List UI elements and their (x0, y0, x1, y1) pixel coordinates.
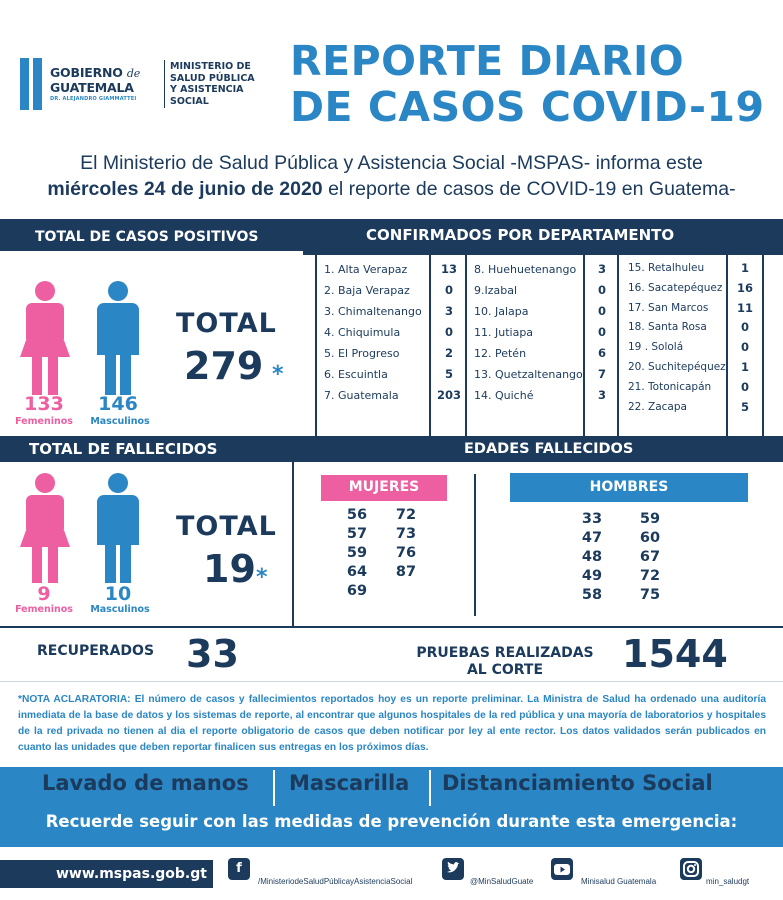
dept-line (429, 251, 431, 436)
pruebas-label-line1: PRUEBAS REALIZADAS (416, 645, 594, 661)
age-value: 56 (346, 507, 368, 523)
positivos-heading: TOTAL DE CASOS POSITIVOS (35, 229, 259, 245)
male-figure-icon (93, 281, 143, 396)
fallecidos-total-value: 19 (203, 547, 256, 591)
dept-name: 7. Guatemala (324, 389, 399, 402)
dept-underline (303, 251, 783, 255)
website-link[interactable]: www.mspas.gob.gt (0, 860, 213, 888)
dept-value: 0 (740, 379, 749, 394)
gobierno-logo (50, 66, 140, 95)
gobierno-line1: GOBIERNO (50, 65, 123, 80)
dept-names-col3 (628, 259, 726, 417)
positivos-masculinos-count: 146 (98, 393, 138, 415)
report-date: miércoles 24 de junio de 2020 (47, 178, 323, 200)
dept-name: 14. Quiché (474, 389, 534, 402)
logo-bar-icon (33, 58, 42, 110)
dept-line (617, 251, 619, 436)
edades-divider (474, 474, 476, 616)
intro-line1: El Ministerio de Salud Pública y Asistencia Social -MSPAS- informa este (80, 152, 703, 174)
edades-divider (292, 462, 294, 626)
departamentos-heading: CONFIRMADOS POR DEPARTAMENTO (366, 226, 675, 244)
ministerio-line: MINISTERIO DE (170, 61, 251, 72)
age-value: 59 (346, 545, 368, 561)
dept-name: 20. Suchitepéquez (628, 360, 726, 373)
pruebas-label (402, 645, 608, 679)
dept-value: 3 (597, 388, 606, 402)
dept-name: 13. Quetzaltenango (474, 368, 583, 381)
dept-name: 9.Izabal (474, 284, 518, 297)
recuperados-label: RECUPERADOS (37, 643, 155, 659)
age-value: 76 (395, 545, 417, 561)
dept-value: 5 (740, 399, 749, 414)
intro-text (0, 150, 783, 202)
dept-names-col1 (324, 259, 422, 406)
logo-divider (164, 60, 165, 108)
title-line1: REPORTE DIARIO (290, 37, 685, 85)
dept-value: 1 (740, 261, 749, 275)
dept-name: 16. Sacatepéquez (628, 281, 723, 294)
prevencion-mascarilla: Mascarilla (289, 771, 410, 795)
dept-value: 5 (444, 367, 453, 381)
dept-value: 13 (440, 262, 457, 276)
dept-name: 5. El Progreso (324, 347, 400, 360)
dept-name: 4. Chiquimula (324, 326, 401, 339)
dept-line (762, 251, 764, 436)
dept-name: 6. Escuintla (324, 368, 388, 381)
age-value: 69 (346, 583, 368, 599)
fallecidos-masculinos-count: 10 (104, 583, 132, 605)
fallecidos-femeninos-label: Femeninos (15, 604, 73, 615)
pruebas-value: 1544 (622, 632, 728, 676)
youtube-icon[interactable] (551, 858, 573, 880)
dept-values-col3 (730, 259, 760, 417)
dept-value: 0 (444, 325, 453, 339)
hombres-ages-col2 (632, 510, 668, 605)
edades-heading: EDADES FALLECIDOS (464, 441, 634, 457)
facebook-handle[interactable]: /MinisteriodeSaludPúblicayAsistenciaSocial (258, 877, 413, 886)
age-value: 64 (346, 564, 368, 580)
dept-value: 6 (597, 346, 606, 360)
age-value: 47 (581, 530, 603, 546)
dept-name: 15. Retalhuleu (628, 262, 705, 274)
positivos-femeninos-count: 133 (24, 393, 64, 415)
age-value: 60 (639, 530, 661, 546)
facebook-icon[interactable]: f (228, 858, 250, 880)
intro-line2-rest: el reporte de casos de COVID-19 en Guatema- (322, 178, 736, 200)
dept-name: 10. Jalapa (474, 305, 529, 318)
gobierno-de: de (126, 67, 141, 80)
dept-name: 21. Totonicapán (628, 380, 712, 393)
fallecidos-heading: TOTAL DE FALLECIDOS (29, 440, 218, 458)
dept-line (315, 251, 317, 436)
age-value: 48 (581, 549, 603, 565)
dept-values-col2 (587, 259, 617, 406)
dept-names-col2 (474, 259, 583, 406)
dept-value: 203 (436, 388, 461, 402)
page-title (290, 38, 770, 130)
ministerio-line: Y ASISTENCIA (170, 84, 244, 95)
ministerio-line: SOCIAL (170, 95, 209, 107)
prevencion-separator (429, 770, 431, 806)
age-value: 33 (581, 511, 603, 527)
dept-line (726, 251, 728, 436)
positivos-total-value: 279 (184, 344, 264, 388)
dept-name: 11. Jutiapa (474, 326, 534, 339)
dept-name: 19 . Sololá (628, 341, 684, 354)
logo-bar-icon (20, 58, 29, 110)
ministerio-name (170, 61, 255, 107)
dept-value: 2 (444, 346, 453, 360)
prevencion-note: Recuerde seguir con las medidas de prevención durante esta emergencia: (45, 812, 738, 831)
positivos-masculinos-label: Masculinos (90, 416, 150, 427)
age-value: 58 (581, 587, 603, 603)
intro-line2 (0, 176, 783, 202)
age-value: 57 (346, 526, 368, 542)
dept-value: 1 (740, 359, 749, 374)
fallecidos-total-label: TOTAL (176, 511, 277, 542)
title-line2: DE CASOS COVID-19 (290, 83, 765, 131)
twitter-icon[interactable] (442, 858, 464, 880)
positivos-femeninos-label: Femeninos (15, 416, 73, 427)
hombres-ages-col1 (574, 510, 610, 605)
age-value: 72 (639, 568, 661, 584)
dept-value: 16 (736, 280, 753, 295)
age-value: 87 (395, 564, 417, 580)
instagram-handle[interactable]: min_saludgt (706, 877, 750, 886)
youtube-handle[interactable]: Minisalud Guatemala (581, 877, 657, 886)
nota-aclaratoria: *NOTA ACLARATORIA: El número de casos y fallecimientos reportados hoy es un reporte preliminar. La Ministra de Salud ha ordenado una auditoría inmediata de la base de datos y los sistemas de reporte, al encontrar que algunos hospitales de la red pública y una mayoría de laboratorios y hospitales de la red privada no tienen al dia el reporte obligatorio de casos que deben notificar por ley al ente rector. Los datos validados serán publicados en cuanto las unidades que deben reportar finalicen sus entregas en los próximos días. (18, 694, 766, 753)
positivos-total-label: TOTAL (176, 308, 277, 339)
dept-value: 3 (444, 304, 453, 318)
dept-line (583, 251, 585, 436)
mujeres-label: MUJERES (348, 479, 420, 495)
dept-value: 11 (736, 300, 753, 315)
fallecidos-masculinos-label: Masculinos (90, 604, 150, 615)
female-figure-icon (20, 473, 70, 585)
prevencion-lavado: Lavado de manos (42, 771, 249, 795)
pruebas-label-line2: AL CORTE (466, 662, 544, 678)
age-value: 59 (639, 511, 661, 527)
dept-values-col1 (433, 259, 465, 406)
ministerio-line: SALUD PÚBLICA (170, 72, 255, 84)
dept-name: 8. Huehuetenango (474, 263, 577, 276)
dept-value: 0 (740, 340, 749, 355)
resumen-top-line (0, 626, 783, 628)
age-value: 72 (395, 507, 417, 523)
dept-name: 18. Santa Rosa (628, 321, 707, 334)
hombres-label: HOMBRES (589, 479, 669, 495)
instagram-icon[interactable] (680, 858, 702, 880)
dept-value: 7 (597, 367, 606, 381)
dept-name: 12. Petén (474, 347, 527, 360)
age-value: 73 (395, 526, 417, 542)
male-figure-icon (93, 473, 143, 585)
dept-value: 3 (597, 262, 606, 276)
dept-name: 17. San Marcos (628, 301, 709, 314)
gobierno-line2: GUATEMALA (50, 80, 134, 95)
dept-name: 3. Chimaltenango (324, 305, 422, 318)
dept-name: 22. Zacapa (628, 400, 687, 413)
age-value: 67 (639, 549, 661, 565)
positivos-asterisk: * (272, 362, 284, 387)
dept-value: 0 (740, 320, 749, 335)
resumen-bottom-line (0, 681, 783, 682)
fallecidos-asterisk: * (256, 565, 268, 590)
age-value: 49 (581, 568, 603, 584)
dept-name: 2. Baja Verapaz (324, 284, 410, 297)
gobierno-sub: DR. ALEJANDRO GIAMMATTEI (50, 96, 137, 102)
dept-value: 0 (597, 304, 606, 318)
dept-name: 1. Alta Verapaz (324, 263, 408, 276)
dept-line (465, 251, 467, 436)
mujeres-ages-col1 (339, 506, 375, 601)
female-figure-icon (20, 281, 70, 396)
recuperados-value: 33 (186, 632, 239, 676)
dept-value: 0 (444, 283, 453, 297)
prevencion-separator (273, 770, 275, 806)
age-value: 75 (639, 587, 661, 603)
twitter-handle[interactable]: @MinSaludGuate (470, 877, 534, 886)
mujeres-ages-col2 (388, 506, 424, 582)
dept-value: 0 (597, 325, 606, 339)
prevencion-distanciamiento: Distanciamiento Social (442, 771, 713, 795)
dept-value: 0 (597, 283, 606, 297)
fallecidos-femeninos-count: 9 (37, 583, 51, 605)
